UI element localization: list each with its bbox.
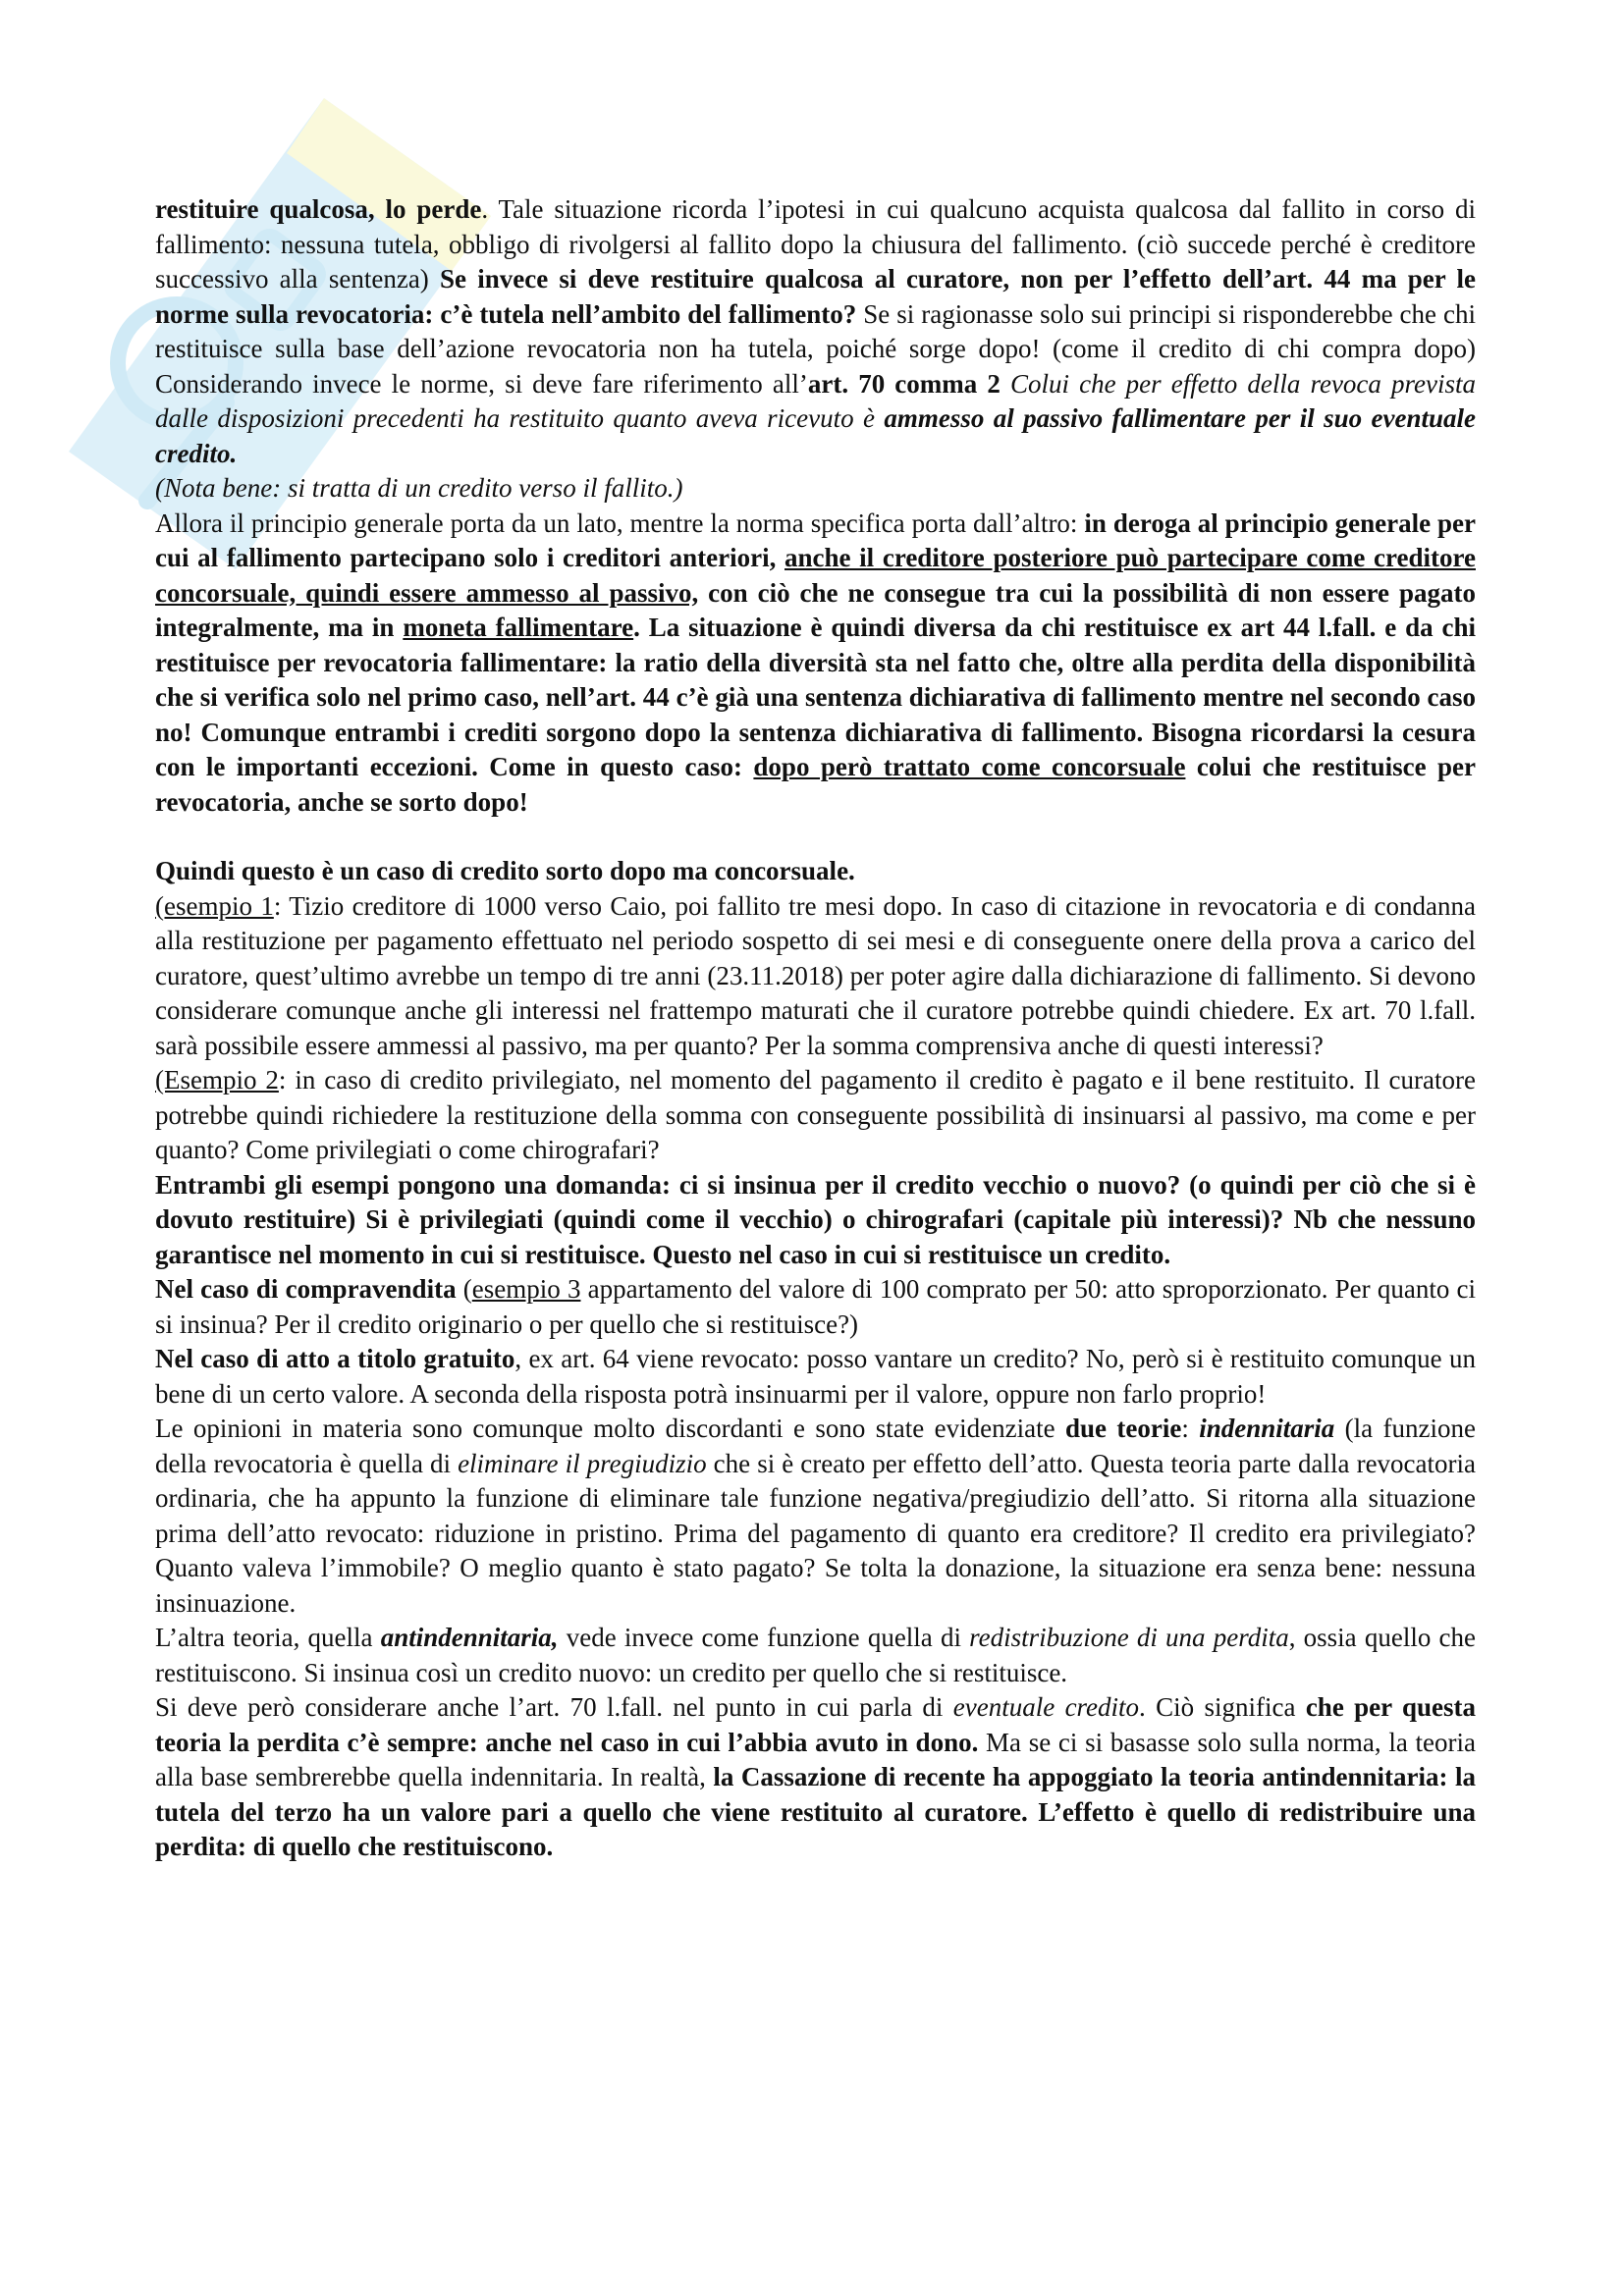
text-run: con ciò che ne consegue tra cui la possibilità di non essere pagato integralmente, ma in (155, 577, 1476, 642)
text-run: restituire qualcosa, lo perde (155, 194, 482, 224)
paragraph-p10 (155, 1412, 1476, 1621)
text-run: (esempio 1 (155, 890, 274, 921)
text-run: Se invece si deve restituire qualcosa al curatore, non per l’effetto dell’art. 44 ma per le norme sulla revocatoria: c’è tutela nell’ambito del fallimento? (155, 264, 1476, 329)
text-run: antindennitaria, (380, 1623, 559, 1652)
text-run: appartamento del valore di 100 comprato per 50: atto sproporzionato. Per quanto ci si insinua? Per il credito originario o per quello che si restituisce?) (155, 1274, 1477, 1339)
paragraph-p3 (155, 507, 1476, 821)
text-run: : Tizio creditore di 1000 verso Caio, poi fallito tre mesi dopo. In caso di citazione in revocatoria e di condanna alla restituzione per pagamento effettuato nel periodo sospetto di sei mesi e di conseguente onere della prova a carico del curatore, quest’ultimo avrebbe un tempo di tre anni (23.11.2018) per poter agire dalla dichiarazione di fallimento. Si devono considerare comunque anche gli interessi nel frattempo maturati che il curatore potrebbe quindi chiedere. Ex art. 70 l.fall. sarà possibile essere ammessi al passivo, ma per quanto? Per la somma comprensiva anche di questi interessi? (155, 890, 1476, 1060)
text-run: (la funzione della revocatoria è quella di (155, 1414, 1476, 1478)
paragraph-p9 (155, 1342, 1476, 1412)
text-run: vede invece come funzione quella di (558, 1623, 970, 1652)
text-run: : (1181, 1414, 1200, 1443)
document-page (155, 192, 1476, 1865)
text-run: Quindi questo è un caso di credito sorto dopo ma concorsuale. (155, 856, 855, 885)
text-run: Allora il principio generale porta da un lato, mentre la norma specifica porta dall’altro: (155, 507, 1085, 538)
text-run: art. 70 comma 2 (807, 368, 1001, 399)
text-run: moneta fallimentare (403, 613, 634, 642)
text-run: la Cassazione di recente ha appoggiato la teoria antindennitaria: la tutela del terzo ha un valore pari a quello che viene restituito al curatore. L’effetto è quello di redistribuire una perdita: di quello che restituiscono. (155, 1762, 1476, 1861)
text-run: in deroga al principio generale per cui al fallimento partecipano solo i creditori anteriori, (155, 507, 1476, 572)
text-run: , ossia quello che restituiscono. Si insinua così un credito nuovo: un credito per quello che si restituisce. (155, 1623, 1476, 1687)
text-run: Le opinioni in materia sono comunque molto discordanti e sono state evidenziate (155, 1414, 1065, 1443)
text-run: Ma se ci si basasse solo sulla norma, la teoria alla base sembrerebbe quella indennitaria. In realtà, (155, 1727, 1476, 1791)
text-run: esempio 3 (471, 1274, 581, 1304)
paragraph-p4 (155, 854, 1476, 889)
text-run: che si è creato per effetto dell’atto. Questa teoria parte dalla revocatoria ordinaria, che ha appunto la funzione di eliminare tale funzione negativa/pregiudizio dell’atto. Si ritorna alla situazione prima dell’atto revocato: riduzione in pristino. Prima del pagamento di quanto era creditore? Il credito era privilegiato? Quanto valeva l’immobile? O meglio quanto è stato pagato? Se tolta la donazione, la situazione era senza bene: nessuna insinuazione. (155, 1448, 1476, 1618)
text-run: dopo però trattato come concorsuale (753, 752, 1186, 781)
text-run: Entrambi gli esempi pongono una domanda: ci si insinua per il credito vecchio o nuovo? (o quindi per ciò che si è dovuto restituire) Si è privilegiati (quindi come il vecchio) o chirografari (capitale più interessi)? Nb che nessuno garantisce nel momento in cui si restituisce. Questo nel caso in cui si restituisce un credito. (155, 1169, 1476, 1269)
paragraph-p2 (155, 471, 1476, 507)
text-run: . Ciò significa (1139, 1692, 1306, 1722)
text-run (1001, 369, 1010, 399)
text-run: colui che restituisce per revocatoria, anche se sorto dopo! (155, 752, 1476, 817)
paragraph-p1 (155, 192, 1476, 471)
text-run: , ex art. 64 viene revocato: posso vantare un credito? No, però si è restituito comunque un bene di un certo valore. A seconda della risposta potrà insinuarmi per il valore, oppure non farlo proprio! (155, 1344, 1476, 1409)
paragraph-p6 (155, 1063, 1476, 1168)
text-run: eventuale credito (952, 1692, 1140, 1722)
text-run: redistribuzione di una perdita (969, 1623, 1289, 1652)
text-run: eliminare il pregiudizio (458, 1448, 707, 1478)
text-run: Si deve però considerare anche l’art. 70 l.fall. nel punto in cui parla di (155, 1692, 953, 1722)
text-run: ( (456, 1274, 472, 1304)
text-run: Se si ragionasse solo sui principi si risponderebbe che chi restituisce sulla base dell’azione revocatoria non ha tutela, poiché sorge dopo! (come il credito di chi compra dopo) Considerando invece le norme, si deve fare riferimento all’ (155, 298, 1476, 399)
text-run: (Esempio 2 (155, 1065, 279, 1095)
text-run: . Tale situazione ricorda l’ipotesi in cui qualcuno acquista qualcosa dal fallito in corso di fallimento: nessuna tutela, obbligo di rivolgersi al fallito dopo la chiusura del fallimento. (ciò succede perché è creditore successivo alla sentenza) (155, 194, 1476, 294)
text-run: : in caso di credito privilegiato, nel momento del pagamento il credito è pagato e il bene restituito. Il curatore potrebbe quindi richiedere la restituzione della somma con conseguente possibilità di insinuarsi al passivo, ma come e per quanto? Come privilegiati o come chirografari? (155, 1065, 1476, 1164)
text-run: anche il creditore posteriore può partecipare come creditore concorsuale, quindi essere ammesso al passivo, (155, 543, 1476, 608)
text-run: . La situazione è quindi diversa da chi restituisce ex art 44 l.fall. e da chi restituisce per revocatoria fallimentare: la ratio della diversità sta nel fatto che, oltre alla perdita della disponibilità che si verifica solo nel primo caso, nell’art. 44 c’è già una sentenza dichiarativa di fallimento mentre nel secondo caso no! Comunque entrambi i crediti sorgono dopo la sentenza dichiarativa di fallimento. Bisogna ricordarsi la cesura con le importanti eccezioni. Come in questo caso: (155, 613, 1476, 781)
paragraph-p12 (155, 1690, 1476, 1865)
text-run: indennitaria (1199, 1414, 1335, 1443)
paragraph-p11 (155, 1621, 1476, 1690)
paragraph-p5 (155, 889, 1476, 1064)
text-run: L’altra teoria, quella (155, 1623, 381, 1652)
text-run: Colui che per effetto della revoca prevista dalle disposizioni precedenti ha restituito quanto aveva ricevuto è (155, 368, 1476, 433)
text-run: due teorie (1064, 1414, 1182, 1443)
paragraph-p8 (155, 1272, 1476, 1342)
text-run: Nel caso di compravendita (155, 1274, 457, 1304)
text-run: ammesso al passivo fallimentare per il suo eventuale credito. (155, 403, 1476, 468)
text-run: che per questa teoria la perdita c’è sempre: anche nel caso in cui l’abbia avuto in dono. (155, 1692, 1476, 1757)
paragraph-p7 (155, 1168, 1476, 1273)
text-run: Nel caso di atto a titolo gratuito (155, 1344, 515, 1373)
text-run: (Nota bene: si tratta di un credito verso il fallito.) (155, 473, 683, 503)
